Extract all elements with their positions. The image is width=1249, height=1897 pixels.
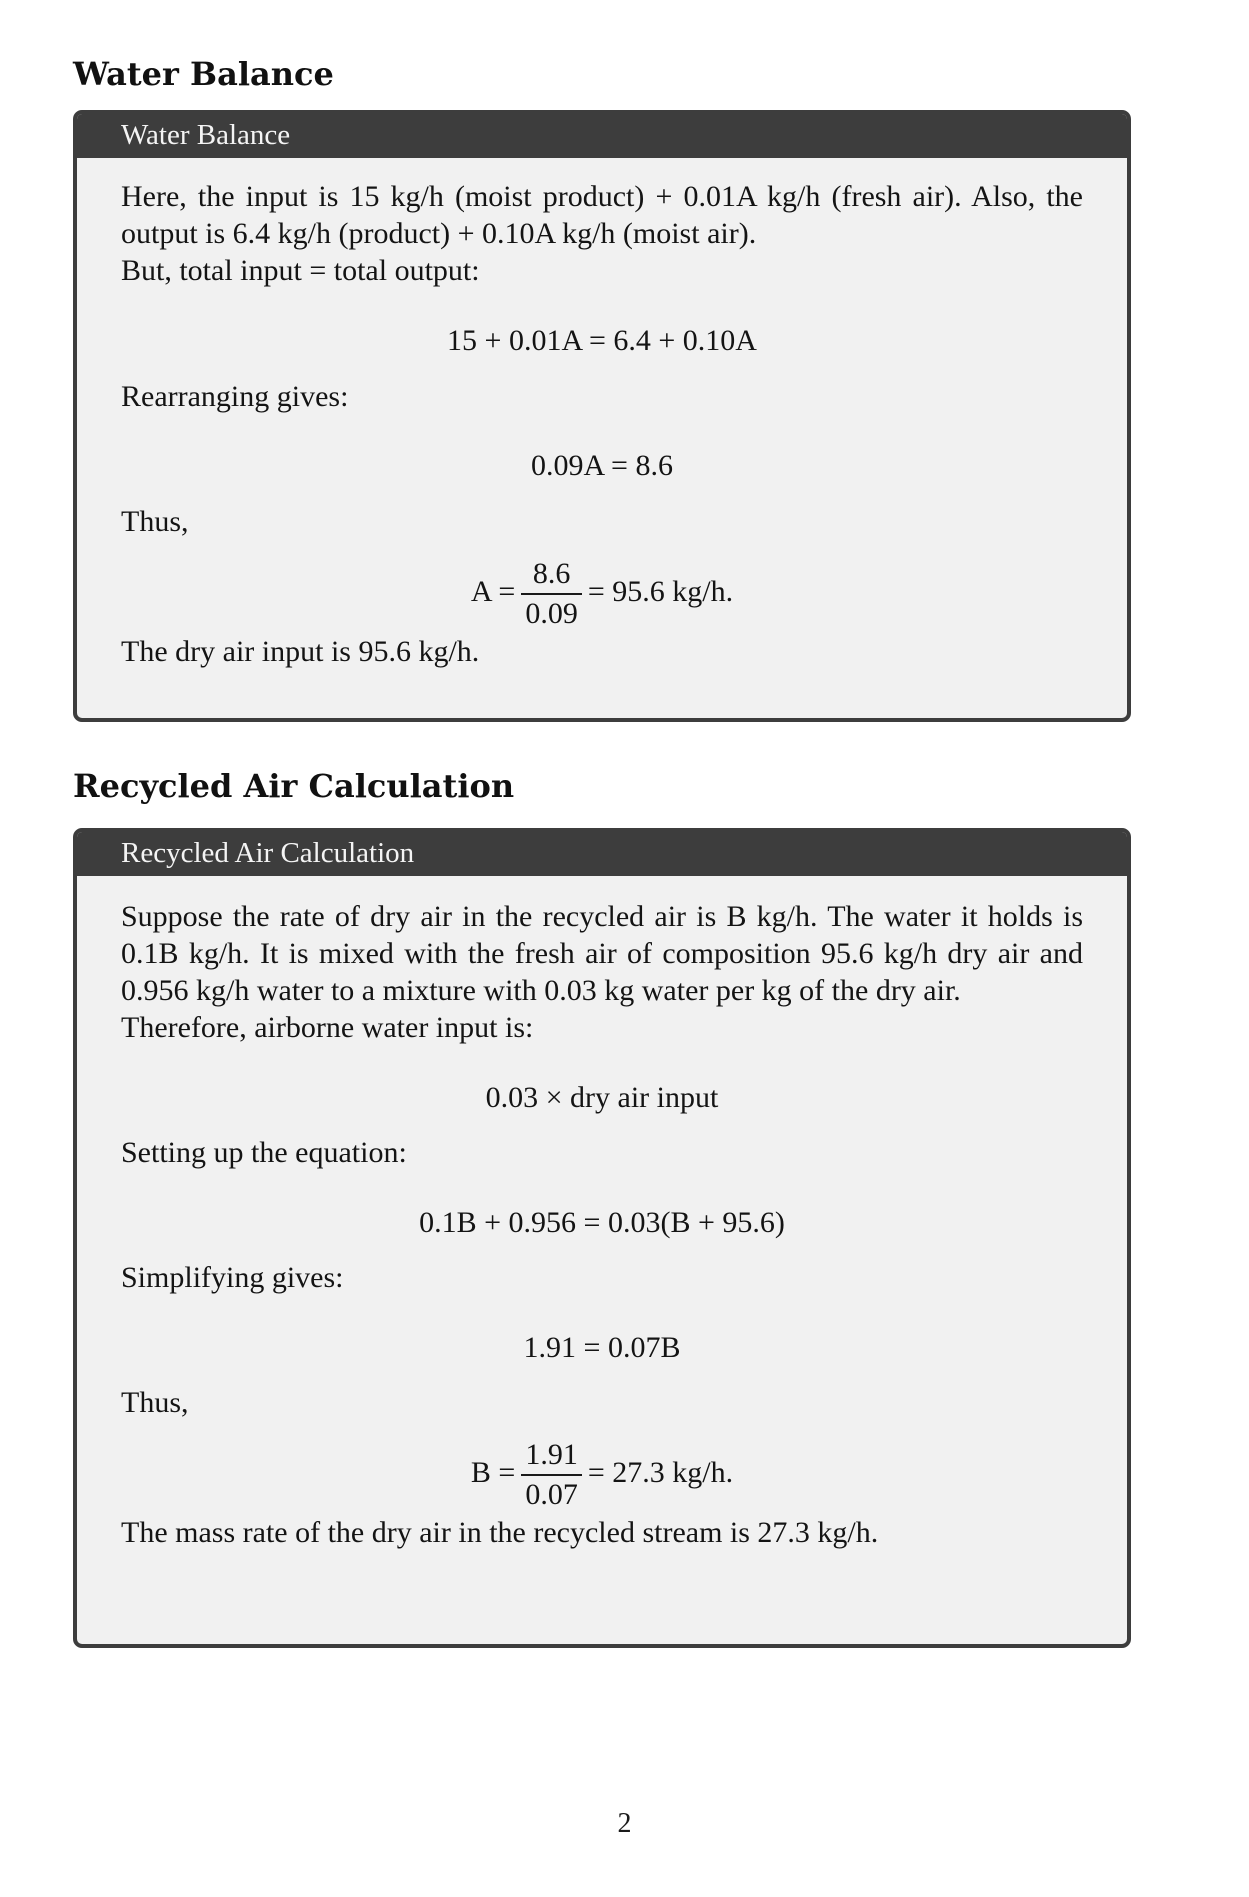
recycled-air-simplifying-text: Simplifying gives: — [121, 1261, 344, 1294]
recycled-air-box-title: Recycled Air Calculation — [77, 832, 1127, 876]
water-balance-equation-1: 15 + 0.01A = 6.4 + 0.10A — [447, 324, 757, 357]
section-heading-water-balance: Water Balance — [73, 55, 334, 93]
recycled-air-equation-3: 1.91 = 0.07B — [523, 1331, 681, 1364]
eq4-rhs: = 27.3 kg/h. — [587, 1455, 734, 1489]
eq3-denominator: 0.09 — [525, 597, 578, 630]
recycled-air-equation-1: 0.03 × dry air input — [485, 1081, 719, 1114]
eq3-lhs: A = — [470, 574, 516, 608]
recycled-air-intro-1: Suppose the rate of dry air in the recycled air is B kg/h. The water it holds is 0.1B kg/h. It is mixed with the fresh air of composition 95.6 kg/h dry air and 0.956 kg/h water to a mixture with 0.03 kg water per kg of the dry air. — [121, 900, 1083, 1007]
recycled-air-thus-text: Thus, — [121, 1386, 189, 1419]
eq3-rhs: = 95.6 kg/h. — [587, 574, 734, 608]
water-balance-rearranging-text: Rearranging gives: — [121, 380, 349, 413]
water-balance-conclusion: The dry air input is 95.6 kg/h. — [121, 635, 480, 668]
eq3-fraction — [521, 555, 582, 633]
eq4-numerator: 1.91 — [521, 1436, 582, 1476]
recycled-air-intro-2: Therefore, airborne water input is: — [121, 1011, 534, 1044]
water-balance-box — [73, 110, 1131, 722]
water-balance-box-body — [77, 178, 1127, 670]
recycled-air-box — [73, 828, 1131, 1648]
section-heading-recycled-air: Recycled Air Calculation — [73, 767, 515, 805]
water-balance-intro-2: But, total input = total output: — [121, 254, 480, 287]
water-balance-thus-text: Thus, — [121, 505, 189, 538]
recycled-air-conclusion: The mass rate of the dry air in the recycled stream is 27.3 kg/h. — [121, 1516, 879, 1549]
water-balance-intro-1: Here, the input is 15 kg/h (moist product) + 0.01A kg/h (fresh air). Also, the output is 6.4 kg/h (product) + 0.10A kg/h (moist air). — [121, 180, 1083, 250]
water-balance-equation-2: 0.09A = 8.6 — [531, 449, 673, 482]
eq4-lhs: B = — [470, 1455, 516, 1489]
recycled-air-setting-up-text: Setting up the equation: — [121, 1136, 407, 1169]
recycled-air-box-body — [77, 898, 1127, 1551]
water-balance-equation-3 — [121, 555, 1083, 633]
eq4-denominator: 0.07 — [525, 1478, 578, 1511]
recycled-air-equation-2: 0.1B + 0.956 = 0.03(B + 95.6) — [419, 1206, 785, 1239]
page-number: 2 — [617, 1808, 632, 1839]
eq3-numerator: 8.6 — [521, 555, 582, 595]
water-balance-box-title: Water Balance — [77, 114, 1127, 158]
eq4-fraction — [521, 1436, 582, 1514]
recycled-air-equation-4 — [121, 1436, 1083, 1514]
